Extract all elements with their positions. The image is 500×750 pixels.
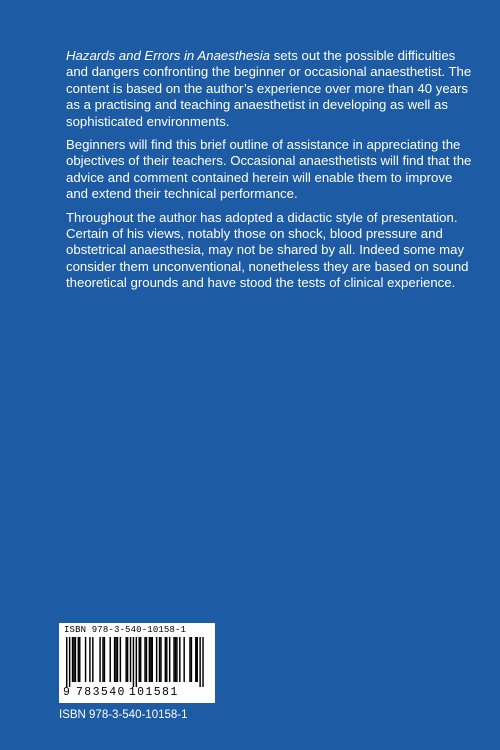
barcode-bar — [85, 637, 86, 682]
barcode-bar — [73, 637, 74, 682]
barcode-bar — [189, 637, 190, 682]
barcode-bar — [165, 637, 166, 682]
barcode-bar — [89, 637, 90, 682]
barcode-bar — [152, 637, 153, 682]
barcode-bar — [140, 637, 141, 682]
barcode-bar — [110, 637, 111, 682]
barcode-label — [59, 623, 215, 703]
barcode-bar — [78, 637, 79, 682]
barcode-bar — [159, 637, 160, 682]
barcode-bar — [139, 637, 140, 682]
blurb-paragraph-3: Throughout the author has adopted a didactic style of presentation. Certain of his views, notably those on shock, blood pressure and obstetrical anaesthesia, may not be shared by all. Indeed some may consider them unconventional, nonetheless they are based on sound theoretical grounds and have stood the tests of clinical experience. — [66, 209, 469, 291]
barcode-bar — [191, 637, 192, 682]
barcode-bar — [149, 637, 150, 682]
barcode-guard-bar — [133, 637, 134, 687]
barcode-bar — [104, 637, 105, 682]
barcode-bar — [195, 637, 196, 682]
barcode-bar — [176, 637, 177, 682]
barcode-bar — [173, 637, 174, 682]
barcode-guard-bar — [136, 637, 137, 687]
barcode-guard-bar — [199, 637, 200, 687]
barcode-bar — [127, 637, 128, 682]
barcode-bar — [120, 637, 121, 682]
barcode-bar — [166, 637, 167, 682]
barcode-bar — [179, 637, 180, 682]
barcode-bar — [144, 637, 145, 682]
barcode-bar — [175, 637, 176, 682]
blurb-paragraph-1-text: sets out the possible difficulties and dangers confronting the beginner or occasional anaesthetist. The content is based on the author’s experience over more than 40 years as a practising and teaching anaesthetist in developing as well as sophisticated environments. — [66, 48, 472, 129]
barcode-bar — [114, 637, 115, 682]
barcode-bar — [75, 637, 76, 682]
barcode-guard-bar — [66, 637, 67, 687]
barcode-bar — [160, 637, 161, 682]
barcode-bar — [146, 637, 147, 682]
blurb-paragraph-2: Beginners will find this brief outline of assistance in appreciating the objectives of their teachers. Occasional anaesthetists will find that the advice and comment contained herein will enable them to improve and extend their technical performance. — [66, 137, 472, 202]
barcode-bar — [125, 637, 126, 682]
barcode-bar — [197, 637, 198, 682]
barcode-bar — [150, 637, 151, 682]
barcode-bar — [72, 637, 73, 682]
barcode-bar — [92, 637, 93, 682]
barcode-isbn-text: ISBN 978-3-540-10158-1 — [64, 625, 187, 635]
isbn-line: ISBN 978-3-540-10158-1 — [59, 709, 188, 721]
barcode-bar — [115, 637, 116, 682]
barcode-digits — [63, 686, 213, 699]
barcode-digit-lead: 9 — [63, 686, 70, 699]
barcode-bars — [65, 637, 209, 687]
barcode-bar — [102, 637, 103, 682]
barcode-bar — [117, 637, 118, 682]
barcode-bar — [79, 637, 80, 682]
barcode-bar — [130, 637, 131, 682]
back-cover-blurb — [66, 48, 476, 299]
barcode-guard-bar — [69, 637, 70, 687]
blurb-paragraph-1 — [66, 48, 476, 130]
barcode-guard-bar — [202, 637, 203, 687]
barcode-bar — [99, 637, 100, 682]
barcode-digits-left: 783540 — [76, 686, 126, 699]
barcode-bar — [156, 637, 157, 682]
barcode-digits-right: 101581 — [128, 686, 179, 699]
barcode-bar — [169, 637, 170, 682]
book-title-italic: Hazards and Errors in Anaesthesia — [66, 48, 271, 63]
barcode-bar — [183, 637, 184, 682]
